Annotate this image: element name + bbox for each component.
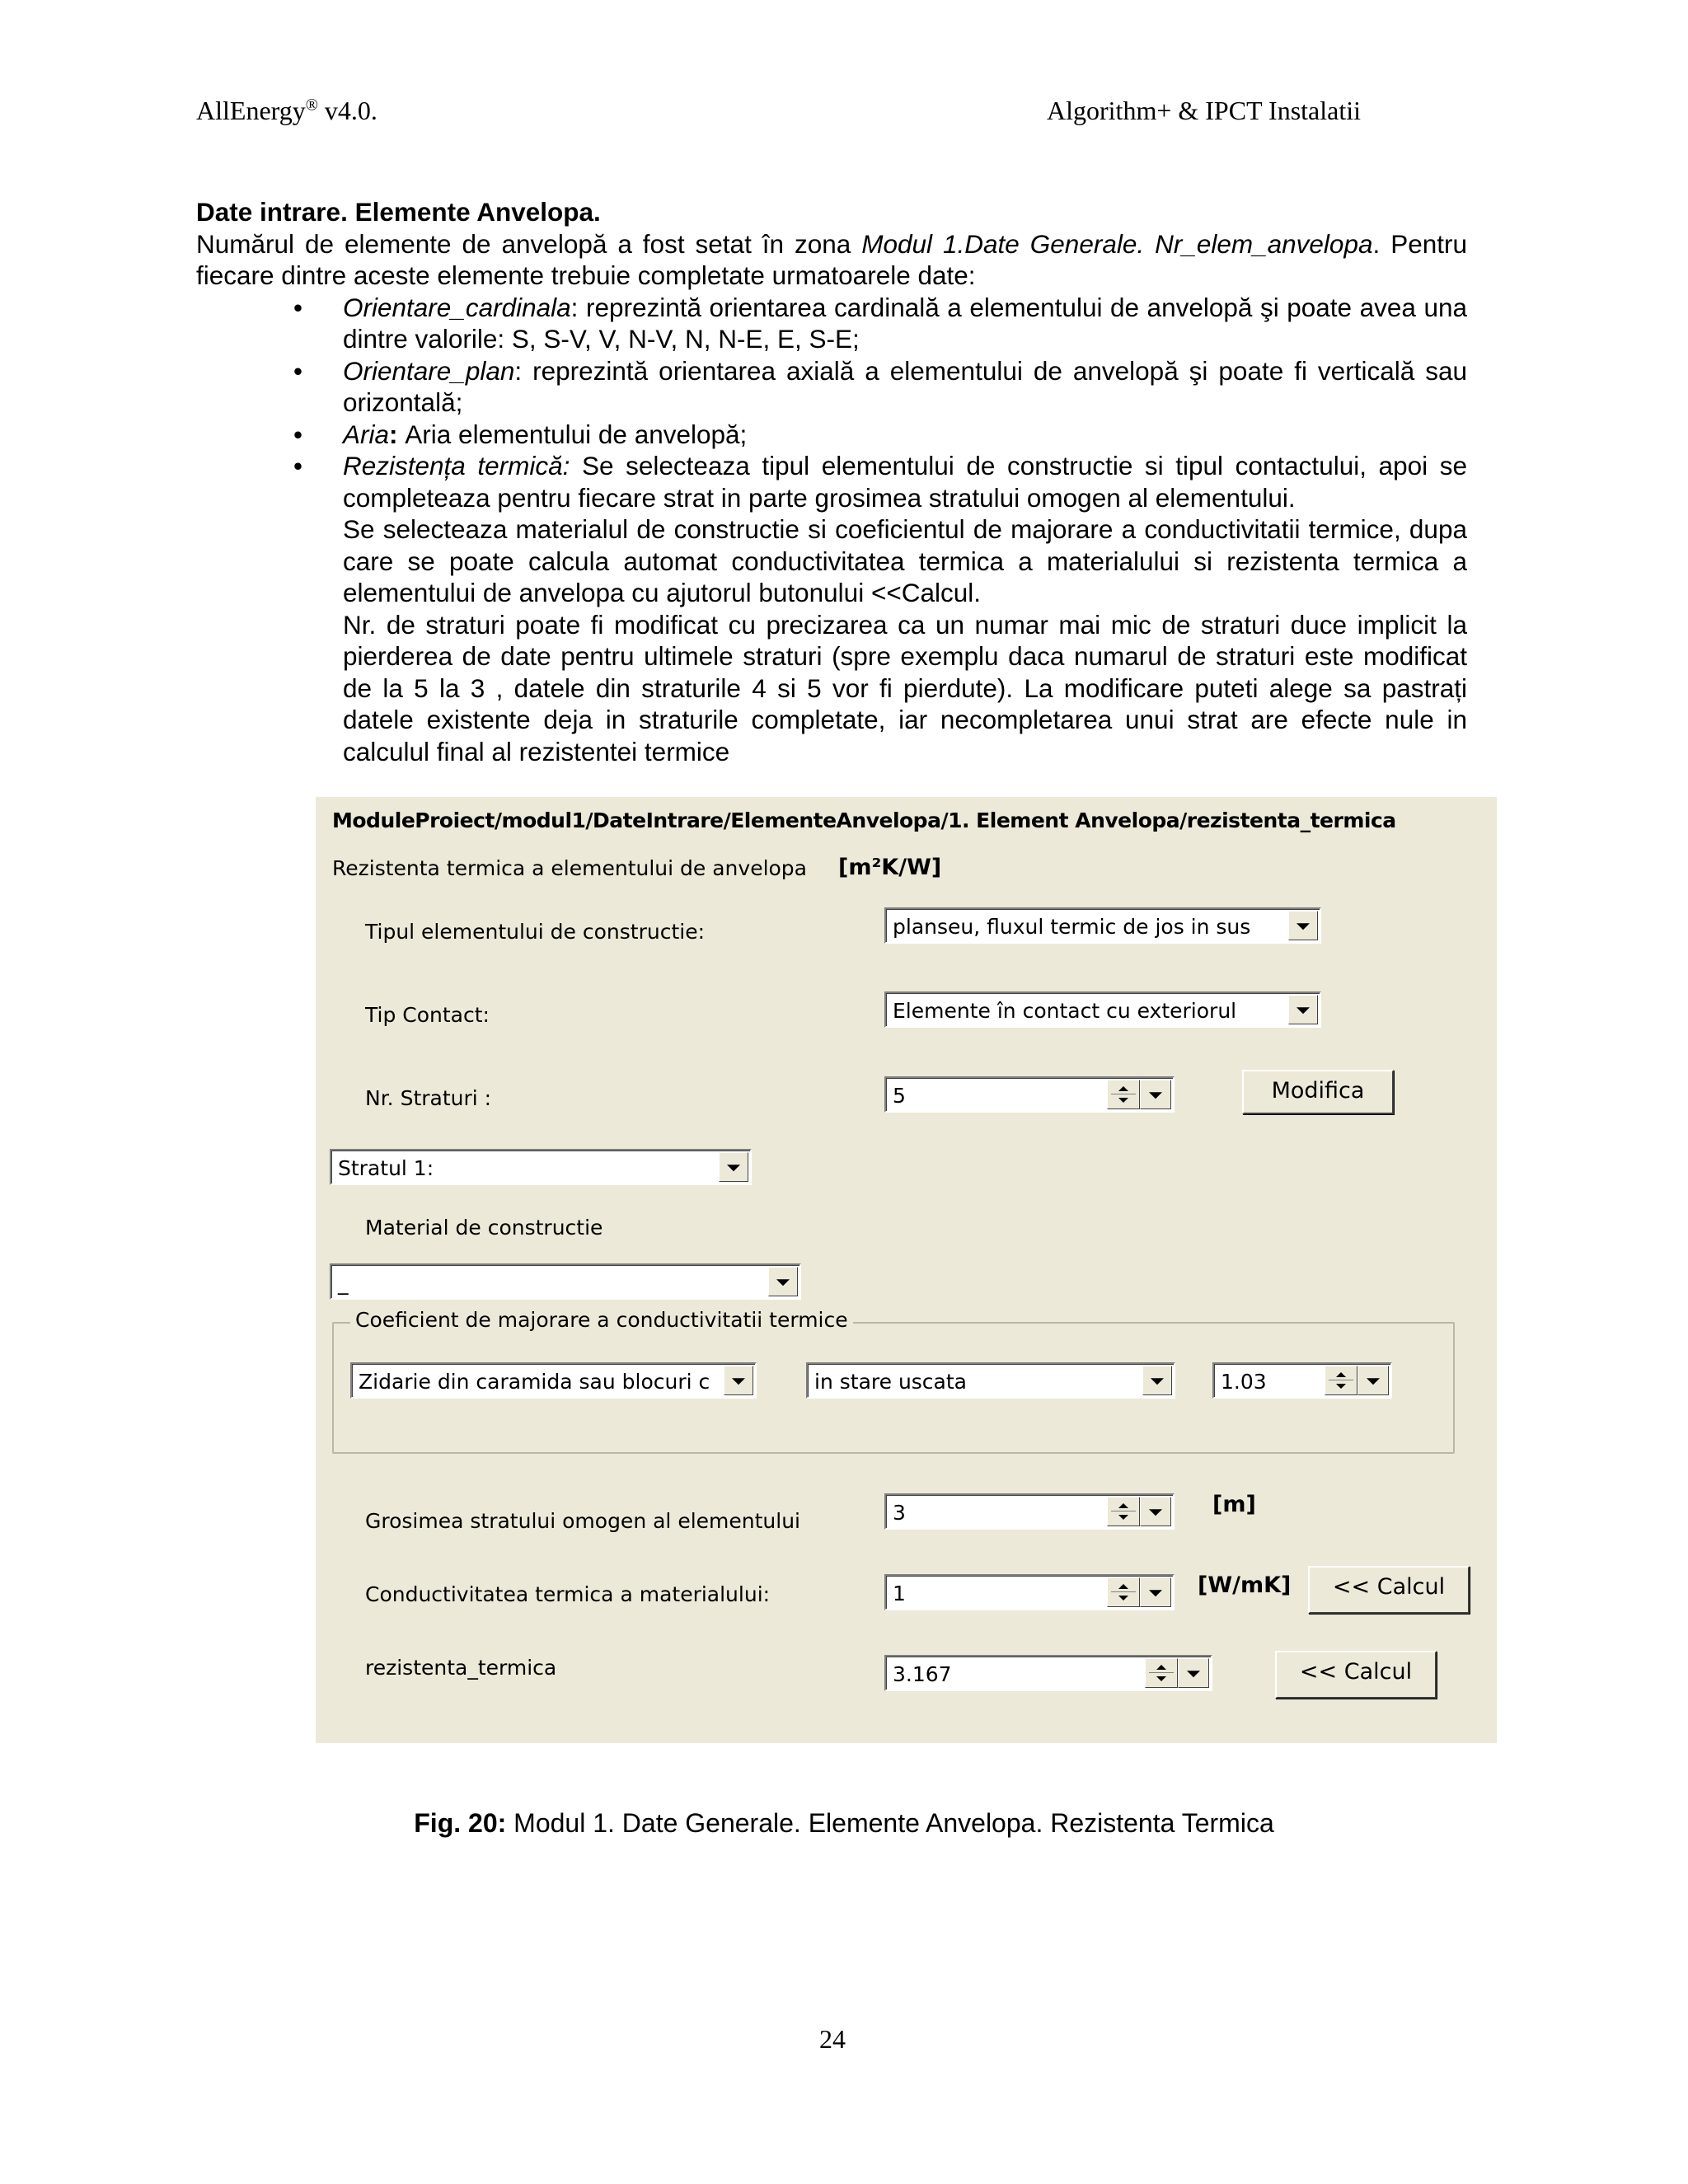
bullet-sep: : [514, 355, 533, 386]
chevron-down-icon [1367, 1378, 1380, 1385]
bullet-text: Se selecteaza tipul elementului de constructie si tipul contactului, apoi se completeaza pentru fiecare strat in parte grosimea stratului omogen al elementului. [343, 451, 1467, 513]
chevron-down-icon [1296, 923, 1310, 930]
spin-up-icon [1118, 1503, 1128, 1508]
figure-caption [0, 1808, 1688, 1839]
nr-straturi-label: Nr. Straturi : [365, 1086, 492, 1110]
spin-down-icon [1118, 1596, 1128, 1601]
extra-paragraph: Nr. de straturi poate fi modificat cu precizarea ca un numar mai mic de straturi duce implicit la pierderea de date pentru ultimele straturi (spre exemplu daca numarul de straturi este modificat de la 5 la 3 , datele din straturile 4 si 5 vor fi pierdute). La modificare puteti alege sa pastrați datele existente deja in straturile completate, iar necompletarea unui strat are efecte nule in calculul final al rezistentei termice [343, 609, 1467, 766]
spin-button[interactable] [1107, 1080, 1140, 1109]
list-item [196, 292, 1467, 355]
tip-element-value: planseu, fluxul termic de jos in sus [893, 915, 1251, 939]
bullet-text: reprezintă orientarea cardinală a elementului de anvelopă şi poate avea una dintre valorile: S, S-V, V, N-V, N, N-E, E, S-E; [343, 292, 1467, 354]
bullet-text: Aria elementului de anvelopă; [405, 419, 748, 449]
bullet-sep: : [389, 419, 406, 449]
bullet-term: Rezistența termică: [343, 451, 570, 480]
bullet-icon: • [293, 451, 303, 480]
dropdown-button[interactable] [1288, 995, 1318, 1024]
spin-down-icon [1336, 1384, 1346, 1389]
bullet-icon: • [293, 355, 303, 386]
grosime-value: 3 [893, 1501, 906, 1525]
tip-contact-label: Tip Contact: [365, 1003, 490, 1027]
conductivitate-unit: [W/mK] [1198, 1572, 1292, 1598]
spin-button[interactable] [1145, 1658, 1178, 1688]
material-select[interactable] [330, 1263, 801, 1300]
rezistenta-spinner[interactable] [884, 1655, 1212, 1691]
spin-button[interactable] [1325, 1366, 1357, 1395]
calcul-button-label: << Calcul [1332, 1574, 1446, 1600]
title-label: Rezistenta termica a elementului de anvelopa [332, 856, 808, 880]
list-item-continuation [196, 609, 1467, 768]
dropdown-button[interactable] [1357, 1366, 1389, 1395]
coef-material-select[interactable] [350, 1362, 757, 1399]
spin-button[interactable] [1107, 1497, 1140, 1526]
chevron-down-icon [776, 1279, 790, 1286]
list-item-continuation [196, 513, 1467, 609]
material-value: _ [338, 1271, 349, 1295]
bullet-icon: • [293, 419, 303, 449]
product-name: AllEnergy [196, 96, 306, 125]
product-version: v4.0. [317, 96, 377, 125]
dropdown-button[interactable] [1288, 911, 1318, 940]
module-path: ModuleProiect/modul1/DateIntrare/ElementeAnvelopa/1. Element Anvelopa/rezistenta_termica [332, 808, 1396, 832]
spin-down-icon [1156, 1676, 1166, 1681]
coef-groupbox [332, 1308, 1455, 1454]
chevron-down-icon [1149, 1092, 1162, 1099]
list-item [196, 419, 1467, 451]
calcul-rezistenta-button[interactable] [1275, 1651, 1437, 1699]
dropdown-button[interactable] [768, 1267, 798, 1296]
coef-group-label: Coeficient de majorare a conductivitatii termice [350, 1308, 853, 1332]
rezistenta-termica-panel [316, 797, 1497, 1743]
coef-value-spinner[interactable] [1212, 1362, 1392, 1399]
header-company: Algorithm+ & IPCT Instalatii [1047, 96, 1361, 125]
page-number: 24 [819, 2024, 846, 2054]
chevron-down-icon [732, 1378, 745, 1385]
chevron-down-icon [1149, 1509, 1162, 1516]
section-heading: Date intrare. Elemente Anvelopa. [196, 197, 601, 227]
dropdown-button[interactable] [719, 1152, 748, 1182]
calcul-conductivitate-button[interactable] [1308, 1566, 1470, 1614]
dropdown-button[interactable] [1142, 1366, 1172, 1395]
list-item [196, 355, 1467, 419]
bullet-term: Orientare_cardinala [343, 292, 571, 322]
chevron-down-icon [1187, 1671, 1200, 1677]
body-text [196, 196, 1467, 767]
bullet-text: reprezintă orientarea axială a elementului de anvelopă şi poate fi verticală sau orizontală; [343, 355, 1467, 417]
calcul-button-label: << Calcul [1299, 1659, 1413, 1685]
material-label: Material de constructie [365, 1216, 603, 1240]
rezistenta-value: 3.167 [893, 1662, 952, 1686]
spin-up-icon [1336, 1372, 1346, 1377]
chevron-down-icon [1149, 1590, 1162, 1596]
chevron-down-icon [727, 1165, 740, 1171]
spin-up-icon [1118, 1086, 1128, 1091]
bullet-term: Orientare_plan [343, 355, 515, 386]
coef-state-select[interactable] [806, 1362, 1175, 1399]
modifica-button[interactable] [1242, 1070, 1394, 1114]
spin-down-icon [1118, 1515, 1128, 1520]
grosime-unit: [m] [1212, 1492, 1256, 1517]
tip-element-label: Tipul elementului de constructie: [365, 920, 705, 944]
coef-material-value: Zidarie din caramida sau blocuri c [359, 1370, 710, 1394]
header-product [196, 96, 377, 126]
spin-up-icon [1118, 1584, 1128, 1589]
coef-state-value: in stare uscata [814, 1370, 967, 1394]
dropdown-button[interactable] [1140, 1080, 1171, 1109]
dropdown-button[interactable] [1178, 1658, 1209, 1688]
caption-label: Fig. 20: [414, 1808, 507, 1838]
conductivitate-value: 1 [893, 1582, 906, 1605]
dropdown-button[interactable] [1140, 1497, 1171, 1526]
caption-text: Modul 1. Date Generale. Elemente Anvelopa. Rezistenta Termica [506, 1808, 1274, 1838]
coef-value: 1.03 [1221, 1370, 1267, 1394]
intro-text-end: . Pentru fiecare dintre aceste elemente trebuie completate urmatoarele date: [196, 228, 1467, 290]
intro-paragraph [196, 228, 1467, 292]
list-item [196, 450, 1467, 513]
modifica-button-label: Modifica [1271, 1078, 1365, 1104]
grosime-spinner[interactable] [884, 1493, 1175, 1530]
tip-element-select[interactable] [884, 907, 1321, 944]
dropdown-button[interactable] [1140, 1577, 1171, 1607]
bullet-term: Aria [343, 419, 390, 449]
chevron-down-icon [1151, 1378, 1164, 1385]
spin-down-icon [1118, 1098, 1128, 1103]
intro-text-italic: Modul 1.Date Generale. Nr_elem_anvelopa [861, 228, 1373, 259]
spin-button[interactable] [1107, 1577, 1140, 1607]
stratul-select[interactable] [330, 1149, 752, 1185]
rezistenta-label: rezistenta_termica [365, 1656, 557, 1680]
nr-straturi-spinner[interactable] [884, 1076, 1175, 1113]
intro-text-start: Numărul de elemente de anvelopă a fost setat în zona [196, 228, 862, 259]
bullet-icon: • [293, 292, 303, 322]
bullet-list [196, 292, 1467, 768]
nr-straturi-value: 5 [893, 1084, 906, 1108]
bullet-sep [570, 451, 582, 480]
tip-contact-value: Elemente în contact cu exteriorul [893, 999, 1237, 1023]
tip-contact-select[interactable] [884, 991, 1321, 1028]
spin-up-icon [1156, 1665, 1166, 1670]
chevron-down-icon [1296, 1007, 1310, 1014]
extra-paragraph: Se selecteaza materialul de constructie si coeficientul de majorare a conductivitatii termice, dupa care se poate calcula automat conductivitatea termica a materialului si rezistenta termica a elementului de anvelopa cu ajutorul butonului <<Calcul. [343, 514, 1467, 607]
grosime-label: Grosimea stratului omogen al elementului [365, 1509, 800, 1533]
conductivitate-spinner[interactable] [884, 1574, 1175, 1610]
title-unit: [m²K/W] [838, 855, 942, 880]
dropdown-button[interactable] [724, 1366, 753, 1395]
stratul-value: Stratul 1: [338, 1156, 434, 1180]
bullet-sep: : [570, 292, 586, 322]
registered-mark: ® [305, 96, 318, 115]
conductivitate-label: Conductivitatea termica a materialului: [365, 1582, 771, 1606]
